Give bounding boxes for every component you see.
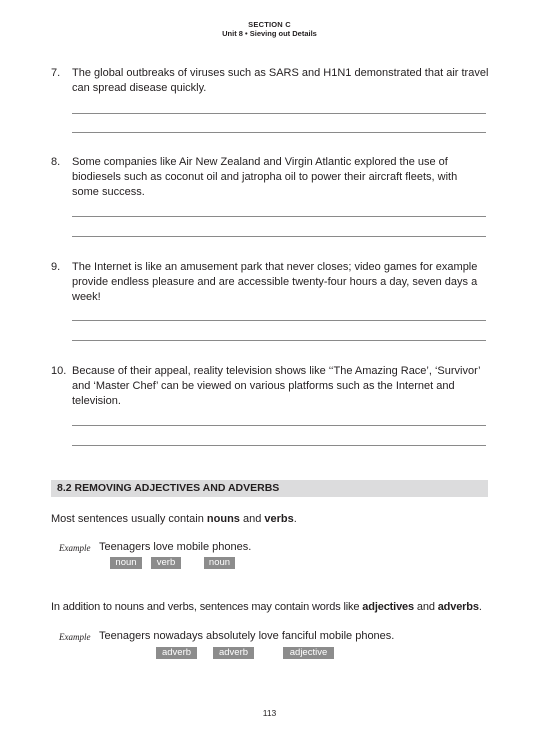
intro-sentence: In addition to nouns and verbs, sentences may contain words like adjectives and adverbs.	[51, 601, 482, 613]
answer-line	[72, 113, 486, 114]
answer-line	[72, 132, 486, 133]
word-tag: verb	[151, 557, 181, 569]
example-label: Example	[59, 543, 91, 553]
answer-line	[72, 320, 486, 321]
answer-line	[72, 445, 486, 446]
word-tag: adjective	[283, 647, 334, 659]
answer-line	[72, 216, 486, 217]
question-number: 8.	[51, 156, 61, 168]
word-tag: noun	[204, 557, 235, 569]
section-heading: SECTION C	[248, 20, 291, 29]
answer-line	[72, 340, 486, 341]
unit-heading: Unit 8 • Sieving out Details	[222, 29, 317, 38]
word-tag: adverb	[156, 647, 197, 659]
question-number: 10.	[51, 365, 67, 377]
question-number: 7.	[51, 67, 61, 79]
example-sentence: Teenagers love mobile phones.	[99, 541, 252, 553]
answer-line	[72, 236, 486, 237]
question-text: Some companies like Air New Zealand and Virgin Atlantic explored the use of biodiesels such as coconut oil and jatropha oil to power their aircraft fleets, with some success.	[72, 156, 458, 198]
example-label: Example	[59, 632, 91, 642]
question-number: 9.	[51, 261, 61, 273]
example-sentence: Teenagers nowadays absolutely love fanciful mobile phones.	[99, 630, 395, 642]
answer-line	[72, 425, 486, 426]
page-number: 113	[262, 708, 277, 718]
question-text: Because of their appeal, reality television shows like ‘‘The Amazing Race’, ‘Survivor’ and ‘Master Chef’ can be viewed on various platforms such as the Internet and television.	[72, 365, 481, 407]
question-text: The Internet is like an amusement park that never closes; video games for example provide endless pleasure and are accessible twenty-four hours a day, seven days a week!	[72, 261, 478, 303]
word-tag: adverb	[213, 647, 254, 659]
intro-sentence: Most sentences usually contain nouns and verbs.	[51, 513, 297, 525]
word-tag: noun	[110, 557, 142, 569]
section-title: 8.2 REMOVING ADJECTIVES AND ADVERBS	[57, 482, 280, 494]
question-text: The global outbreaks of viruses such as SARS and H1N1 demonstrated that air travel can spread disease quickly.	[72, 67, 489, 94]
